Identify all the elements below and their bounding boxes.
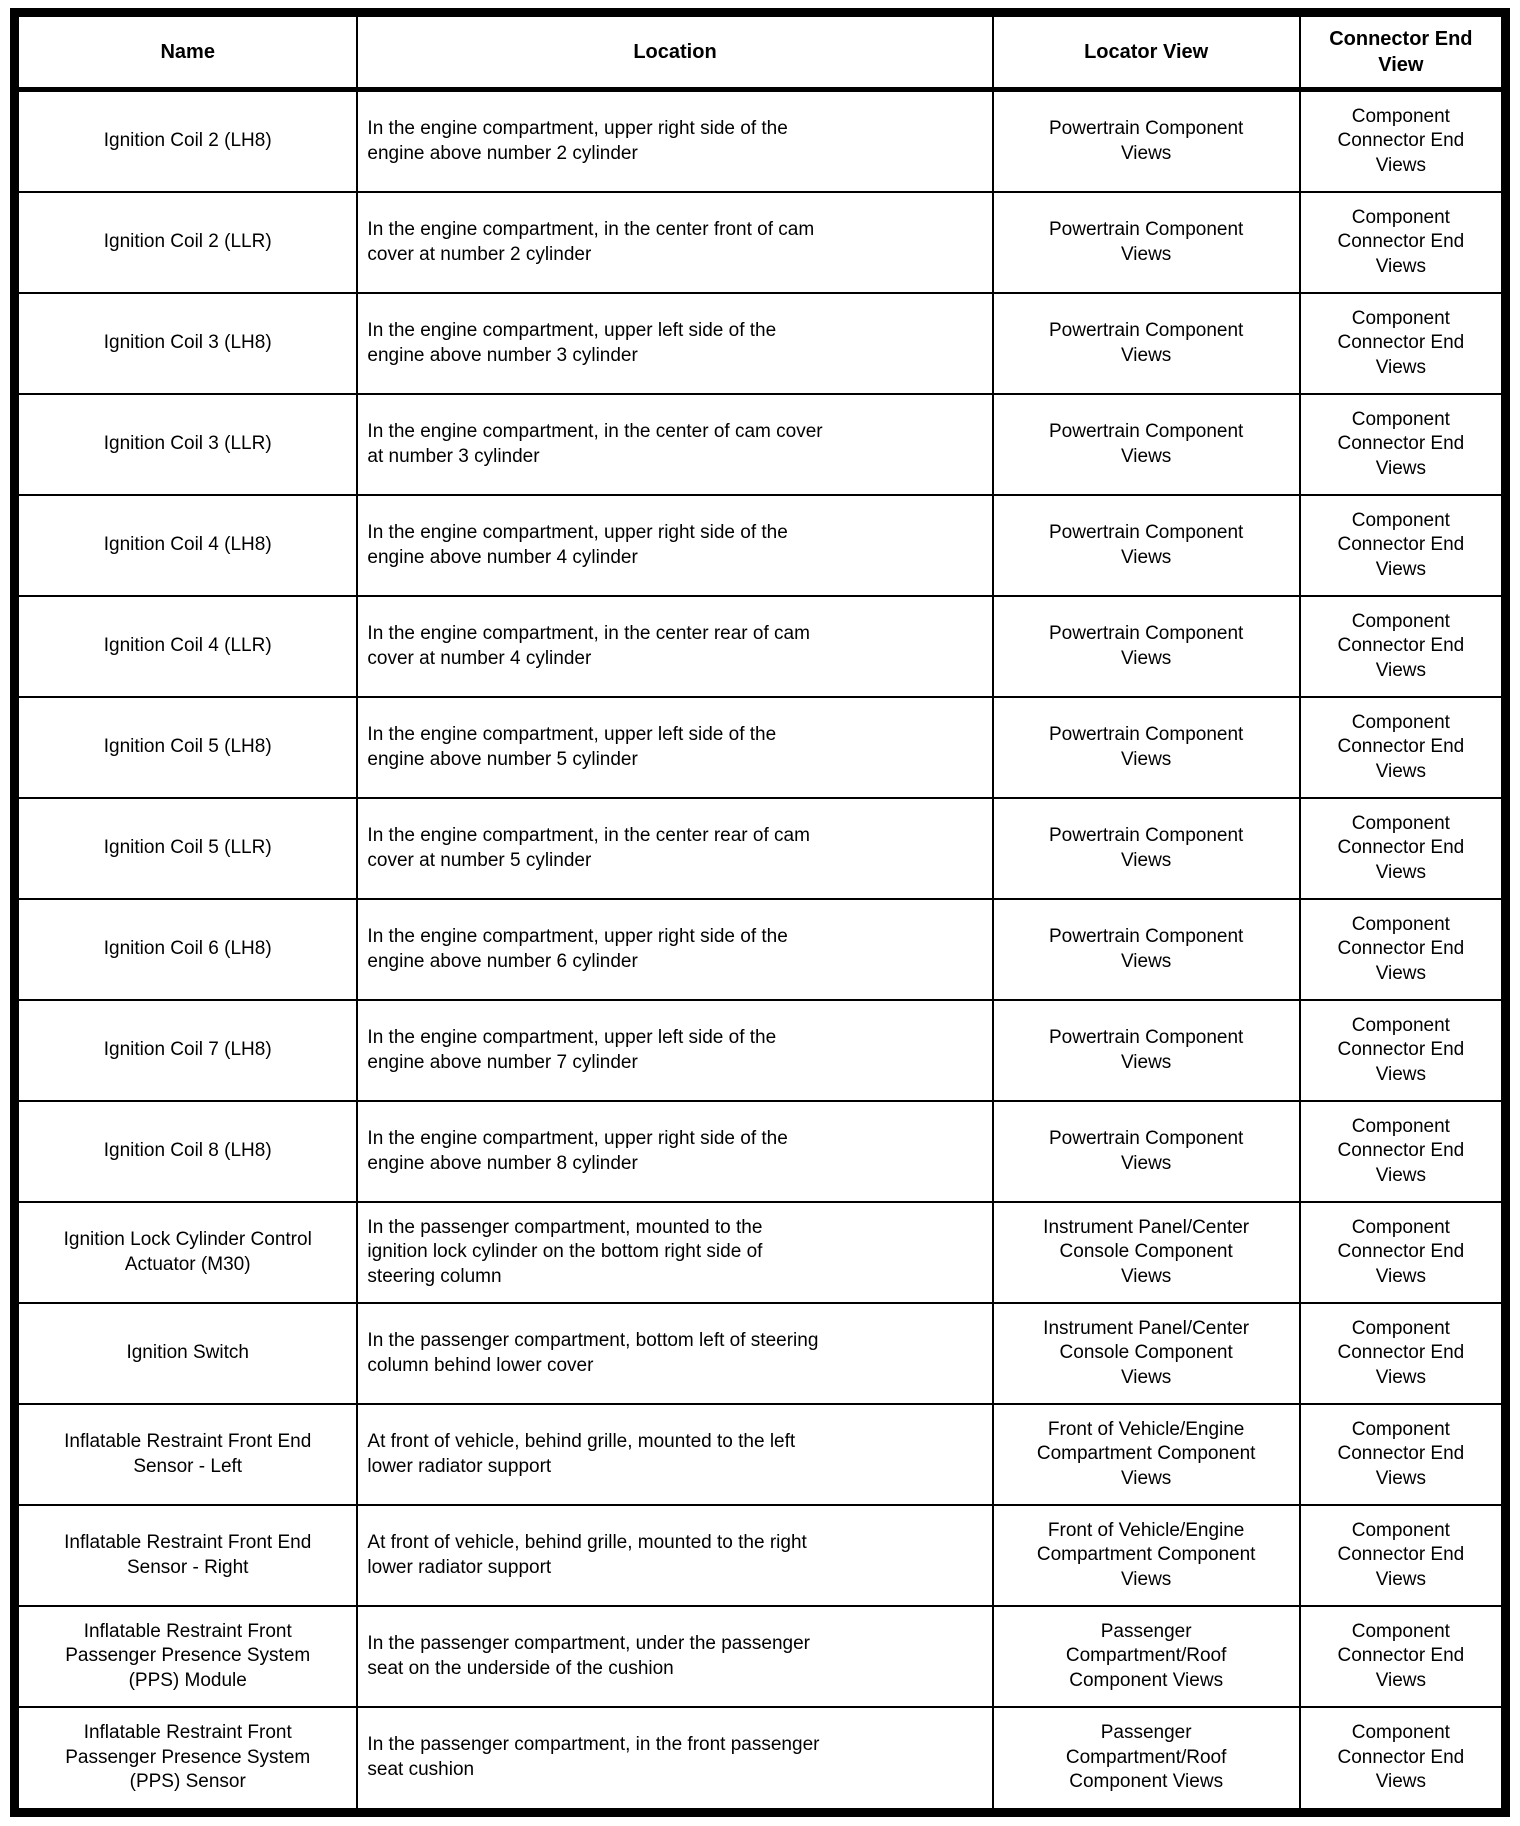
component-location-table: [10, 8, 1510, 1817]
table-row: [15, 1404, 1506, 1505]
locator-view-cell: Passenger Compartment/Roof Component Views: [993, 1606, 1300, 1707]
name-cell: Ignition Coil 4 (LH8): [15, 495, 358, 596]
locator-view-cell: Powertrain Component Views: [993, 596, 1300, 697]
name-cell: Ignition Lock Cylinder Control Actuator (M30): [15, 1202, 358, 1303]
location-cell: In the engine compartment, upper right side of the engine above number 6 cylinder: [357, 899, 992, 1000]
name-cell: Inflatable Restraint Front Passenger Presence System (PPS) Module: [15, 1606, 358, 1707]
locator-view-cell: Instrument Panel/Center Console Component Views: [993, 1303, 1300, 1404]
connector-end-view-cell: Component Connector End Views: [1300, 697, 1506, 798]
locator-view-cell: Powertrain Component Views: [993, 192, 1300, 293]
name-cell: Ignition Coil 6 (LH8): [15, 899, 358, 1000]
locator-view-cell: Powertrain Component Views: [993, 495, 1300, 596]
connector-end-view-cell: Component Connector End Views: [1300, 1707, 1506, 1812]
name-cell: Ignition Coil 2 (LH8): [15, 90, 358, 193]
table-row: [15, 1707, 1506, 1812]
locator-view-cell: Front of Vehicle/Engine Compartment Component Views: [993, 1404, 1300, 1505]
location-cell: In the engine compartment, upper left side of the engine above number 7 cylinder: [357, 1000, 992, 1101]
connector-end-view-cell: Component Connector End Views: [1300, 899, 1506, 1000]
table-row: [15, 495, 1506, 596]
location-cell: In the engine compartment, in the center of cam cover at number 3 cylinder: [357, 394, 992, 495]
table-row: [15, 1606, 1506, 1707]
connector-end-view-cell: Component Connector End Views: [1300, 293, 1506, 394]
table-row: [15, 90, 1506, 193]
location-cell: In the passenger compartment, bottom left of steering column behind lower cover: [357, 1303, 992, 1404]
column-header-name: Name: [15, 13, 358, 90]
name-cell: Inflatable Restraint Front Passenger Presence System (PPS) Sensor: [15, 1707, 358, 1812]
connector-end-view-cell: Component Connector End Views: [1300, 1202, 1506, 1303]
name-cell: Ignition Coil 5 (LH8): [15, 697, 358, 798]
column-header-location: Location: [357, 13, 992, 90]
connector-end-view-cell: Component Connector End Views: [1300, 90, 1506, 193]
locator-view-cell: Powertrain Component Views: [993, 697, 1300, 798]
locator-view-cell: Instrument Panel/Center Console Component Views: [993, 1202, 1300, 1303]
location-cell: In the passenger compartment, in the front passenger seat cushion: [357, 1707, 992, 1812]
table-row: [15, 1505, 1506, 1606]
table-row: [15, 596, 1506, 697]
name-cell: Ignition Coil 2 (LLR): [15, 192, 358, 293]
locator-view-cell: Powertrain Component Views: [993, 394, 1300, 495]
location-cell: In the engine compartment, upper left side of the engine above number 3 cylinder: [357, 293, 992, 394]
table-row: [15, 1202, 1506, 1303]
name-cell: Ignition Switch: [15, 1303, 358, 1404]
table-header-row: [15, 13, 1506, 90]
locator-view-cell: Powertrain Component Views: [993, 1000, 1300, 1101]
location-cell: At front of vehicle, behind grille, mounted to the left lower radiator support: [357, 1404, 992, 1505]
connector-end-view-cell: Component Connector End Views: [1300, 1000, 1506, 1101]
locator-view-cell: Powertrain Component Views: [993, 899, 1300, 1000]
connector-end-view-cell: Component Connector End Views: [1300, 596, 1506, 697]
locator-view-cell: Powertrain Component Views: [993, 90, 1300, 193]
location-cell: In the engine compartment, upper right side of the engine above number 2 cylinder: [357, 90, 992, 193]
connector-end-view-cell: Component Connector End Views: [1300, 798, 1506, 899]
locator-view-cell: Passenger Compartment/Roof Component Views: [993, 1707, 1300, 1812]
locator-view-cell: Powertrain Component Views: [993, 798, 1300, 899]
locator-view-cell: Powertrain Component Views: [993, 293, 1300, 394]
table-row: [15, 1000, 1506, 1101]
name-cell: Ignition Coil 4 (LLR): [15, 596, 358, 697]
name-cell: Ignition Coil 7 (LH8): [15, 1000, 358, 1101]
table-row: [15, 1303, 1506, 1404]
location-cell: In the engine compartment, upper left side of the engine above number 5 cylinder: [357, 697, 992, 798]
name-cell: Inflatable Restraint Front End Sensor - Left: [15, 1404, 358, 1505]
table-body: [15, 90, 1506, 1813]
connector-end-view-cell: Component Connector End Views: [1300, 1303, 1506, 1404]
table-row: [15, 697, 1506, 798]
name-cell: Ignition Coil 8 (LH8): [15, 1101, 358, 1202]
name-cell: Ignition Coil 3 (LH8): [15, 293, 358, 394]
table-row: [15, 798, 1506, 899]
column-header-connector-end-view: Connector End View: [1300, 13, 1506, 90]
table-row: [15, 1101, 1506, 1202]
connector-end-view-cell: Component Connector End Views: [1300, 192, 1506, 293]
connector-end-view-cell: Component Connector End Views: [1300, 1505, 1506, 1606]
locator-view-cell: Powertrain Component Views: [993, 1101, 1300, 1202]
location-cell: In the engine compartment, in the center front of cam cover at number 2 cylinder: [357, 192, 992, 293]
name-cell: Inflatable Restraint Front End Sensor - Right: [15, 1505, 358, 1606]
location-cell: In the passenger compartment, mounted to the ignition lock cylinder on the bottom right side of steering column: [357, 1202, 992, 1303]
column-header-locator-view: Locator View: [993, 13, 1300, 90]
location-cell: At front of vehicle, behind grille, mounted to the right lower radiator support: [357, 1505, 992, 1606]
location-cell: In the engine compartment, upper right side of the engine above number 8 cylinder: [357, 1101, 992, 1202]
location-cell: In the engine compartment, upper right side of the engine above number 4 cylinder: [357, 495, 992, 596]
name-cell: Ignition Coil 5 (LLR): [15, 798, 358, 899]
table-row: [15, 899, 1506, 1000]
connector-end-view-cell: Component Connector End Views: [1300, 1404, 1506, 1505]
table-row: [15, 293, 1506, 394]
name-cell: Ignition Coil 3 (LLR): [15, 394, 358, 495]
table-row: [15, 192, 1506, 293]
location-cell: In the engine compartment, in the center rear of cam cover at number 5 cylinder: [357, 798, 992, 899]
connector-end-view-cell: Component Connector End Views: [1300, 1606, 1506, 1707]
connector-end-view-cell: Component Connector End Views: [1300, 1101, 1506, 1202]
location-cell: In the engine compartment, in the center rear of cam cover at number 4 cylinder: [357, 596, 992, 697]
location-cell: In the passenger compartment, under the passenger seat on the underside of the cushion: [357, 1606, 992, 1707]
connector-end-view-cell: Component Connector End Views: [1300, 495, 1506, 596]
connector-end-view-cell: Component Connector End Views: [1300, 394, 1506, 495]
table-row: [15, 394, 1506, 495]
locator-view-cell: Front of Vehicle/Engine Compartment Component Views: [993, 1505, 1300, 1606]
